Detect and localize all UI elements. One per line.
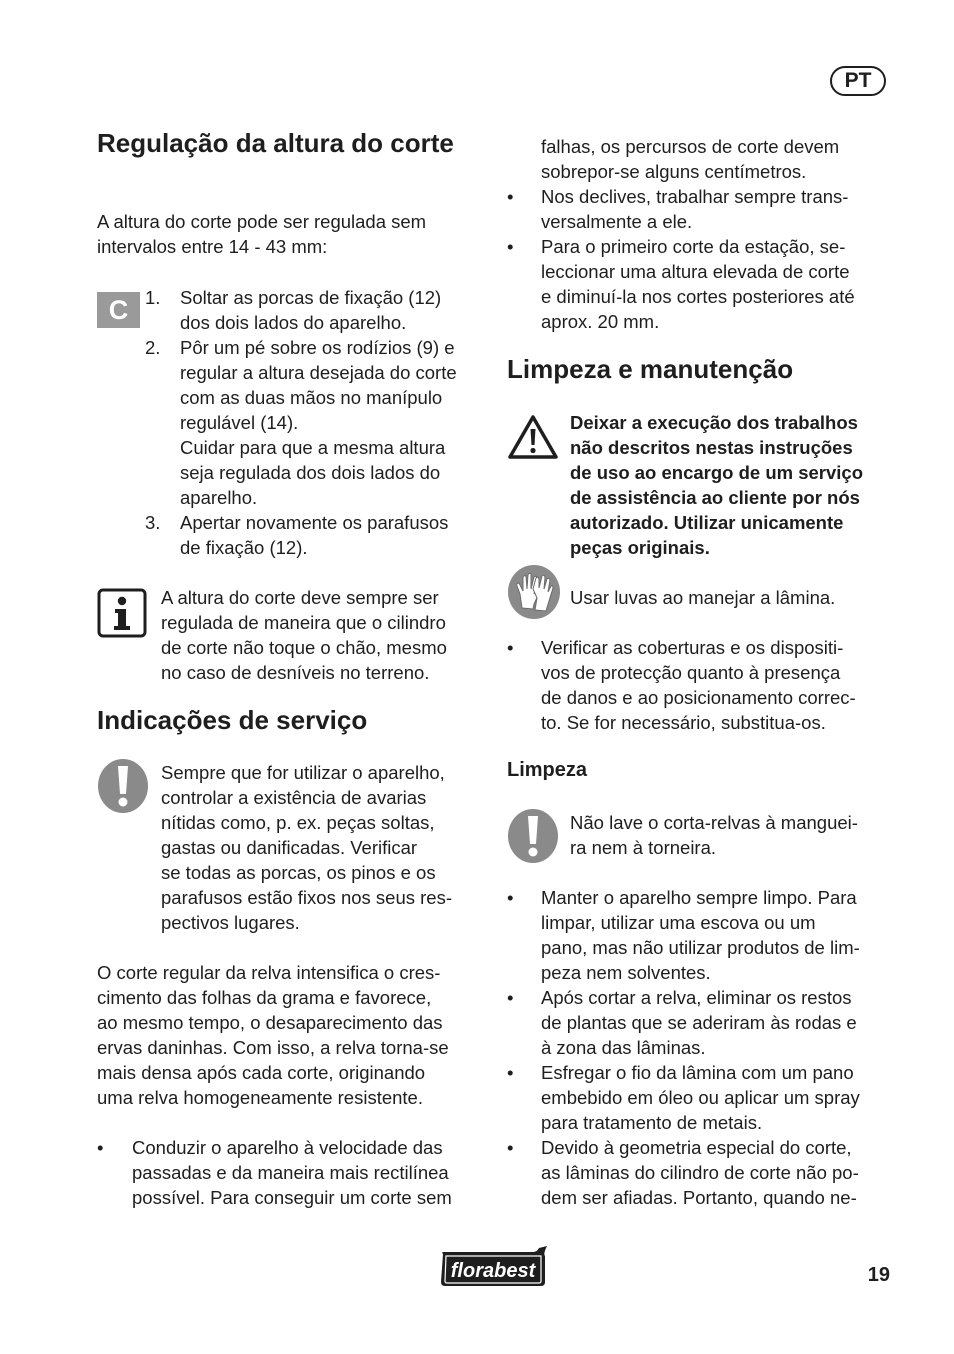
list-marker: 2.: [145, 337, 161, 358]
list-item-line: para tratamento de metais.: [541, 1112, 763, 1133]
notice-line: se todas as porcas, os pinos e os: [161, 862, 436, 883]
list-item-line: dos dois lados do aparelho.: [180, 312, 407, 333]
list-marker: •: [507, 887, 514, 908]
list-item-line: passadas e da maneira mais rectilínea: [132, 1162, 449, 1183]
list-marker: 3.: [145, 512, 161, 533]
list-item-line: Pôr um pé sobre os rodízios (9) e: [180, 337, 455, 358]
language-badge: PT: [830, 66, 886, 96]
list-marker: 1.: [145, 287, 161, 308]
notice-line: Sempre que for utilizar o aparelho,: [161, 762, 445, 783]
subsection-title-cleaning: Limpeza: [507, 759, 588, 781]
mowing-paragraph: [97, 960, 487, 1110]
continued-text: [541, 134, 901, 184]
list-item-line: à zona das lâminas.: [541, 1037, 706, 1058]
figure-c-icon: C: [97, 292, 140, 328]
warning-line: peças originais.: [570, 537, 710, 558]
list-item-line: leccionar uma altura elevada de corte: [541, 261, 850, 282]
list-marker: •: [507, 1137, 514, 1158]
notice-line: controlar a existência de avarias: [161, 787, 427, 808]
paragraph-line: cimento das folhas da grama e favorece,: [97, 987, 432, 1008]
warning-line: de assistência ao cliente por nós: [570, 487, 860, 508]
list-item-line: aprox. 20 mm.: [541, 311, 660, 332]
notice-line: Não lave o corta-relvas à manguei-: [570, 812, 858, 833]
list-item-line: Apertar novamente os parafusos: [180, 512, 449, 533]
list-marker: •: [507, 1062, 514, 1083]
list-item-line: Para o primeiro corte da estação, se-: [541, 236, 846, 257]
list-item-line: Verificar as coberturas e os dispositi-: [541, 637, 844, 658]
gloves-icon: [507, 564, 561, 625]
list-item-line: embebido em óleo ou aplicar um spray: [541, 1087, 860, 1108]
paragraph-line: mais densa após cada corte, originando: [97, 1062, 426, 1083]
info-line: regulada de maneira que o cilindro: [161, 612, 446, 633]
list-marker: •: [507, 987, 514, 1008]
service-notice: [161, 760, 491, 935]
warning-icon: [507, 414, 559, 465]
list-item-line: Soltar as porcas de fixação (12): [180, 287, 442, 308]
info-line: no caso de desníveis no terreno.: [161, 662, 430, 683]
paragraph-line: ao mesmo tempo, o desaparecimento das: [97, 1012, 443, 1033]
list-item-line: aparelho.: [180, 487, 258, 508]
list-item-line: to. Se for necessário, substitua-os.: [541, 712, 826, 733]
list-item-line: dem ser afiadas. Portanto, quando ne-: [541, 1187, 857, 1208]
list-item-line: Devido à geometria especial do corte,: [541, 1137, 852, 1158]
notice-line: ra nem à torneira.: [570, 837, 717, 858]
paragraph-line: O corte regular da relva intensifica o cres-: [97, 962, 441, 983]
page-number: 19: [867, 1264, 890, 1286]
list-item-line: regulável (14).: [180, 412, 299, 433]
florabest-logo: [437, 1244, 551, 1295]
warning-note: [570, 410, 900, 560]
list-item-line: de plantas que se aderiram às rodas e: [541, 1012, 857, 1033]
list-marker: •: [507, 637, 514, 658]
exclamation-icon: [97, 758, 149, 819]
list-marker: •: [507, 236, 514, 257]
paragraph-line: ervas daninhas. Com isso, a relva torna-se: [97, 1037, 449, 1058]
exclamation-icon-right: [507, 808, 559, 869]
list-item-line: regular a altura desejada do corte: [180, 362, 457, 383]
section-title-height-adjust: Regulação da altura do corte: [97, 128, 454, 158]
list-marker: •: [97, 1137, 104, 1158]
list-item-line: Esfregar o fio da lâmina com um pano: [541, 1062, 854, 1083]
warning-line: não descritos nestas instruções: [570, 437, 853, 458]
info-icon: [97, 588, 147, 643]
info-line: A altura do corte deve sempre ser: [161, 587, 439, 608]
info-line: de corte não toque o chão, mesmo: [161, 637, 447, 658]
list-item-line: Nos declives, trabalhar sempre trans-: [541, 186, 849, 207]
list-item-line: versalmente a ele.: [541, 211, 693, 232]
cleaning-notice: [570, 810, 900, 860]
list-item-line: Manter o aparelho sempre limpo. Para: [541, 887, 857, 908]
warning-line: de uso ao encargo de um serviço: [570, 462, 864, 483]
list-item-line: Após cortar a relva, eliminar os restos: [541, 987, 852, 1008]
notice-line: nítidas como, p. ex. peças soltas,: [161, 812, 435, 833]
list-marker: •: [507, 186, 514, 207]
list-item-line: e diminuí-la nos cortes posteriores até: [541, 286, 855, 307]
list-item-line: de danos e ao posicionamento correc-: [541, 687, 856, 708]
section-title-service: Indicações de serviço: [97, 705, 368, 735]
intro-text: A altura do corte pode ser regulada sem intervalos entre 14 - 43 mm:: [97, 211, 427, 257]
list-item-line: Conduzir o aparelho à velocidade das: [132, 1137, 443, 1158]
warning-line: Deixar a execução dos trabalhos: [570, 412, 858, 433]
list-item-line: com as duas mãos no manípulo: [180, 387, 443, 408]
list-item-line: vos de protecção quanto à presença: [541, 662, 841, 683]
notice-line: gastas ou danificadas. Verificar: [161, 837, 418, 858]
list-item-line: possível. Para conseguir um corte sem: [132, 1187, 452, 1208]
list-item-line: pano, mas não utilizar produtos de lim-: [541, 937, 860, 958]
notice-line: pectivos lugares.: [161, 912, 300, 933]
continued-line: falhas, os percursos de corte devem: [541, 136, 840, 157]
list-item-line: Cuidar para que a mesma altura: [180, 437, 446, 458]
continued-line: sobrepor-se alguns centímetros.: [541, 161, 807, 182]
list-item-line: limpar, utilizar uma escova ou um: [541, 912, 816, 933]
warning-line: autorizado. Utilizar unicamente: [570, 512, 844, 533]
svg-text:florabest: florabest: [450, 1260, 536, 1282]
list-item-line: as lâminas do cilindro de corte não po-: [541, 1162, 859, 1183]
list-item-line: seja regulada dos dois lados do: [180, 462, 441, 483]
notice-line: parafusos estão fixos nos seus res-: [161, 887, 453, 908]
list-item-line: peza nem solventes.: [541, 962, 711, 983]
info-note: [161, 585, 491, 685]
paragraph-line: uma relva homogeneamente resistente.: [97, 1087, 423, 1108]
list-item-line: de fixação (12).: [180, 537, 308, 558]
section-title-cleaning: Limpeza e manutenção: [507, 354, 794, 384]
gloves-note: Usar luvas ao manejar a lâmina.: [570, 587, 836, 608]
